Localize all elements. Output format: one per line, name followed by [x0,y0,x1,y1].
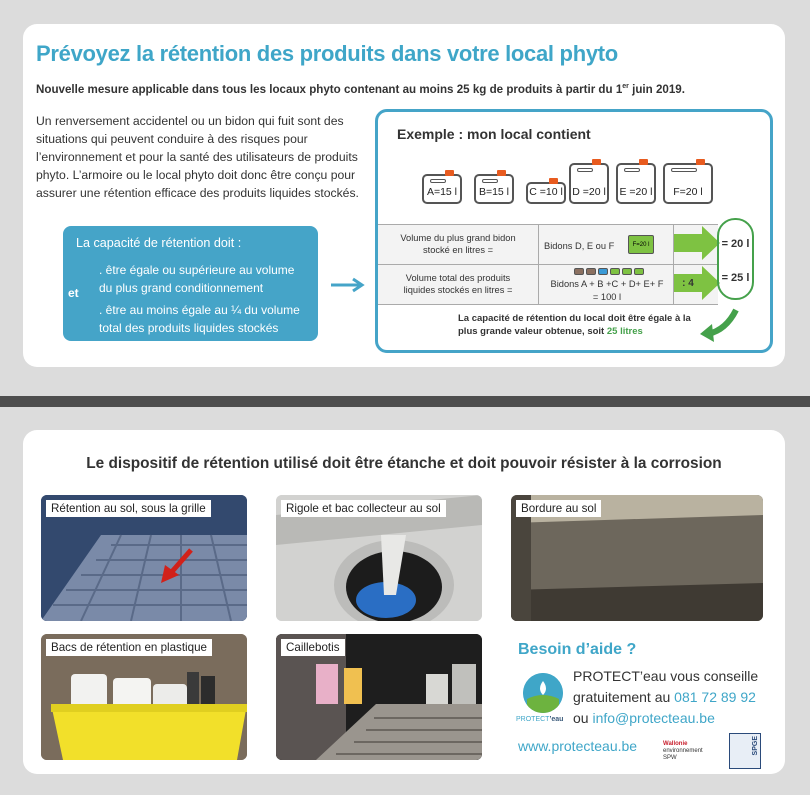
website-link[interactable]: www.protecteau.be [518,738,638,754]
email-link[interactable]: info@protecteau.be [592,710,715,726]
photo-caption: Caillebotis [281,639,345,656]
jerrycan-icon: D =20 l [569,163,609,204]
photo-caption: Rétention au sol, sous la grille [46,500,211,517]
jerrycan-icon: E =20 l [616,163,656,204]
section-title: Le dispositif de rétention utilisé doit être étanche et doit pouvoir résister à la corrosion [86,455,722,472]
conclusion: La capacité de rétention du local doit être égale à la plus grande valeur obtenue, soit 25 litres [458,313,691,337]
capacity-et: et [68,286,79,300]
spge-logo: SPGE [729,733,761,769]
intro-text: Un renversement accidentel ou un bidon qui fuit sont des situations qui peuvent conduire à des risques pour l’environnement et pour la santé des utilisateurs de produits phyto. L’armoire ou le local phyto doit donc être conçu pour assurer une rétention efficace des produits liquides stockés. [36,114,359,200]
arrow-right-icon [329,277,369,293]
row2-value: Bidons A + B +C + D+ E+ F [550,279,664,289]
help-line-3: ou info@protecteau.be [573,710,715,726]
help-title: Besoin d’aide ? [518,641,637,658]
devices-card [23,430,785,774]
example-box [375,109,773,353]
curved-arrow-icon [696,308,742,346]
photo-bacs [41,634,247,760]
example-title: Exemple : mon local contient [397,126,591,142]
divider [0,396,810,407]
photo-caption: Bacs de rétention en plastique [46,639,212,656]
retention-card [23,24,785,367]
page-title: Prévoyez la rétention des produits dans votre local phyto [36,41,618,66]
subtitle: Nouvelle mesure applicable dans tous les locaux phyto contenant au moins 25 kg de produits à partir du 1er juin 2019. [36,83,685,96]
jerrycan-icon: C =10 l [526,182,566,204]
help-line-2: gratuitement au 081 72 89 92 [573,689,756,705]
mini-jerrycan-icon: F=20 l [628,235,654,254]
capacity-item-2: . être au moins égale au ¼ du volume total des produits liquides stockés [99,303,300,335]
photo-caption: Bordure au sol [516,500,601,517]
row1-label: Volume du plus grand bidon stocké en litres = [400,233,516,255]
row1-result: = 20 l [721,238,750,250]
capacity-title: La capacité de rétention doit : [76,236,242,250]
green-arrow-icon [674,226,722,260]
result-pill [717,218,754,300]
jerrycan-icon: A=15 l [422,174,462,204]
capacity-item-1: . être égale ou supérieure au volume du plus grand conditionnement [99,263,295,295]
jerrycan-icon: F=20 l [663,163,713,204]
phone-link[interactable]: 081 72 89 92 [674,689,756,705]
row2-total: = 100 l [592,292,622,302]
wallonie-logo: Wallonie environnement SPW [663,741,703,761]
help-line-1: PROTECT’eau vous conseille [573,668,759,684]
photo-grille [41,495,247,621]
photo-rigole [276,495,482,621]
photo-caption: Rigole et bac collecteur au sol [281,500,446,517]
row1-value: Bidons D, E ou F [544,241,615,251]
row2-result: = 25 l [721,272,750,284]
row2-divisor: : 4 [682,278,694,289]
jerrycan-icon: B=15 l [474,174,514,204]
photo-bordure [511,495,763,621]
capacity-box [63,226,318,341]
photo-caillebotis [276,634,482,760]
protecteau-logo-icon [523,673,563,713]
row2-label: Volume total des produits liquides stockés en litres = [403,273,513,295]
logo-text: PROTECT’eau [516,716,564,723]
